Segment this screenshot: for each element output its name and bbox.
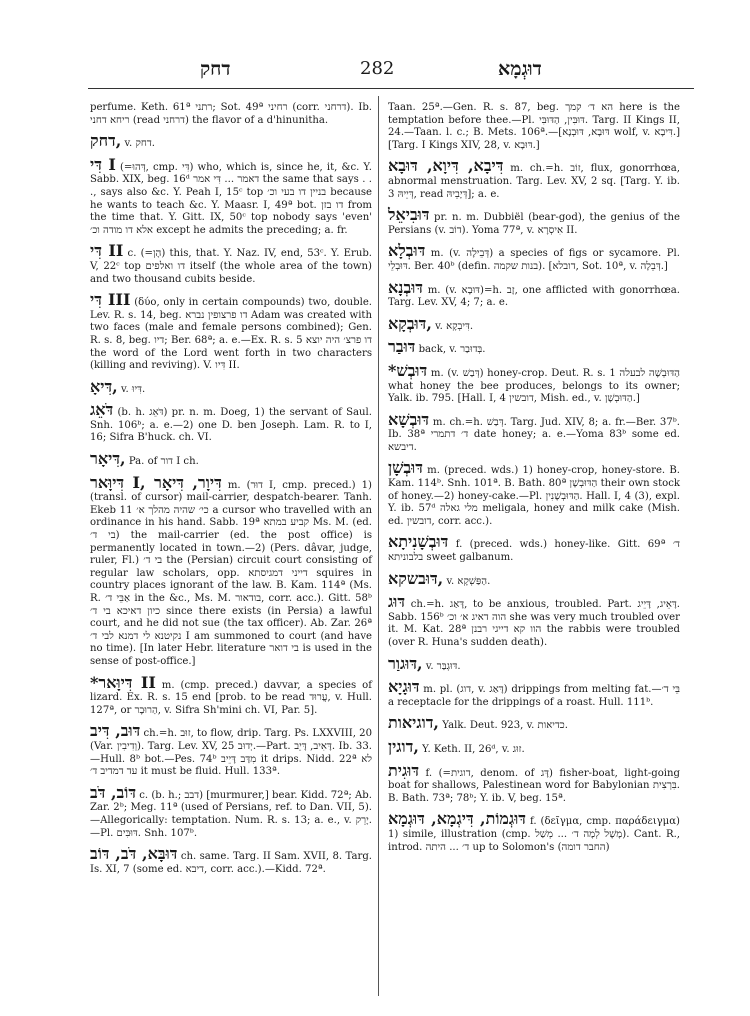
entry [388, 738, 680, 757]
headword: דּוּבְשָׁן [388, 458, 423, 478]
entry [388, 279, 680, 310]
headword: דֹּאֵג [90, 400, 114, 420]
definition: back, v. בְּדוּבַר. [418, 344, 486, 356]
page-number: 282 [360, 58, 395, 79]
entry [388, 570, 680, 589]
definition: m. (v. דְּבַשׁ) honey-crop. Deut. R. s. 1 הַדּוּבְשָׁה לבעלה what honey the bee produces, belongs to its owner; Yalk. ib. 795. [Hall. I, 4 דובשין, Mish. ed., v. הַדּוּבְשָׁן.] [388, 367, 680, 405]
definition: c. (=הָן) this, that. Y. Naz. IV, end, 53ᶜ. Y. Erub. V, 22ᶜ top דו ואלפים itself (the whole area of the town) and two thousand cubits beside. [90, 248, 372, 285]
headword: *דּוּבְשׁ [388, 360, 428, 380]
definition: m. pl. (דוג, v. דָּאַג) drippings from melting fat.—בֵּי ד׳ a receptacle for the drippings of a roast. Hull. 111ᵇ. [388, 684, 680, 708]
definition: m. (v. דְּבֵילָה) a species of figs or sycamore. Pl. דּוּבְלֵי. Ber. 40ᵇ (defin. בנות שקמה). [דובלא, Sot. 10ª, v. דְּבֵלָה.] [388, 248, 680, 272]
definition: v. דִּיוּ. [120, 383, 146, 395]
entry [388, 678, 680, 709]
entry [388, 362, 680, 406]
headword: דִּי II [90, 241, 124, 261]
definition: m. ch.=h. זוֹב, flux, gonorrhœa, abnormal menstruation. Targ. Lev. XV, 2 sq. [Targ. Y. ib. 3 דְּיֵיהּ, read דְּיָבֵיהּ]; a. e. [388, 163, 681, 200]
definition: (δύο, only in certain compounds) two, double. Lev. R. s. 14, beg. דו פרצופין נברא Adam was created with two faces (male and female persons combined); Gen. R. s. 8, beg. דיו; Ber. 68ª; a. e.—Ex. R. s. 5 דו פרצ׳ היה יוצא the word of the Lord went forth in two characters (killing and reviving). V. דִּיו II. [90, 297, 372, 372]
definition: v. דחק. [124, 138, 155, 150]
entry [90, 845, 372, 876]
headword: דּוּבַר [388, 337, 416, 357]
entry [388, 459, 680, 528]
entry [90, 96, 372, 127]
headword: דִּי III [90, 290, 131, 310]
definition: m. ch.=h. דְּבַשׁ. Targ. Jud. XIV, 8; a. fr.—Ber. 37ᵇ. Ib. 38ª ד׳ דתמרי date honey; a. e.—Yoma 83ᵇ some ed. דיבשא. [388, 416, 681, 453]
definition: Yalk. Deut. 923, v. כדיאות. [442, 720, 568, 732]
entry [90, 784, 372, 840]
headword: דּוּבִיאֵל [388, 205, 430, 225]
right-column [388, 96, 680, 859]
headword: דּוֹב, דֹּב [90, 782, 137, 802]
headword: דּוּבְשָׁנִיתָא [388, 532, 449, 552]
headword: דִּיאָ, [90, 376, 118, 396]
entry [90, 674, 372, 718]
headword: דִּיוָּאר I, דִּיוָר, דִּיאָר [90, 472, 222, 492]
definition: v. דִּיבְקָא. [435, 320, 474, 332]
entry [90, 242, 372, 286]
definition: f. (preced. wds.) honey-like. Gitt. 69ª ד׳ בלבוניתא sweet galbanum. [388, 539, 680, 564]
entry [90, 132, 372, 151]
definition: ch. same. Targ. II Sam. XVII, 8. Targ. Is. XI, 7 (some ed. דיבא, corr. acc.).—Kidd. 72ª. [90, 851, 372, 875]
running-header [0, 58, 750, 86]
definition: (b. h. דֹּאֵג) pr. n. m. Doeg, 1) the servant of Saul. Snh. 106ᵇ; a. e.—2) one D. ben Joseph. Lam. R. to I, 16; Sifra B'huck. ch. VI. [90, 407, 372, 444]
headword: דּוּגוַר, [388, 653, 423, 673]
headword: דִּיבָא, דִּיוָא, דּוּבָא [388, 156, 504, 176]
headword: *דִּיוָּאר II [90, 672, 156, 692]
definition: Taan. 25ª.—Gen. R. s. 87, beg. הא ד׳ קמך here is the temptation before thee.—Pl. דּוּבִּין, הַדּוּבִּי. Targ. II Kings II, 24.—Taan. l. c.; B. Mets. 106ª.—[דּוּבָא, דּוּבְנָא wolf, v. דִּיבָא.] [Targ. I Kings XIV, 28, v. דּוּבָא.] [388, 102, 681, 151]
entry [90, 401, 372, 445]
definition: m. (דוּר I, cmp. preced.) 1) (transl. of cursor) mail-carrier, despatch-bearer. Tanh. Ekeb 11 כי׳ שהיה מהלך א׳ a cursor who travelled with an ordinance in his hand. Sabb. 19ª קביע במתא Ms. M. (ed. בי ד׳) the mail-carrier (ed. the post office) is permanently located in town.—2) (Pers. dâvar, judge, ruler, Fl.) בי ד׳ the (Persian) circuit court consisting of regular law scholars, opp. דייני דמגיסתא squires in country places ignorant of the law. B. Kam. 114ª (Ms. R. אַבֵּי ד׳ in the &c., Ms. M. בודאור, corr. acc.). Gitt. 58ᵇ כיון דאיכא בי ד׳ since there exists (in Persia) a lawful court, and he did not sue (the tax officer). Ab. Zar. 26ª נקיטנא לי דמנא לבי ד׳ I am summoned to court (and have no time). [In later Hebr. literature בי דואר is used in the sense of post-office.] [90, 479, 373, 667]
headword: דִּי I [90, 154, 116, 174]
entry [388, 315, 680, 334]
entry [388, 338, 680, 357]
definition: v. הַפַּשְׁקָא. [446, 575, 491, 587]
headword: דּוּבְשָׁא [388, 409, 430, 429]
entry [388, 242, 680, 273]
entry [388, 533, 680, 564]
entry [90, 291, 372, 373]
headword: דחק, [90, 131, 122, 151]
definition: m. (preced. wds.) 1) honey-crop, honey-store. B. Kam. 114ᵇ. Snh. 101ª. B. Bath. 80ª הַדּוּבְשָׁן their own stock of honey.—2) honey-cake.—Pl. הַדּוּבְשָׁנִין. Hall. I, 4 (3), expl. Y. ib. 57ᵈ מלי גאלה meligala, honey and milk cake (Mish. ed. דובשין, corr. acc.). [388, 465, 680, 527]
headword: דּוּבשקא, [388, 568, 444, 588]
entry [90, 474, 372, 669]
entry [90, 156, 372, 238]
definition: Y. Keth. II, 26ᵈ, v. זוּג. [422, 743, 525, 755]
definition: m. (cmp. preced.) davvar, a species of lizard. Ex. R. s. 15 end [prob. to be read עֲרוּד, v. Hull. 127ª, or הַרוּבָר, v. Sifra Sh'mini ch. VI, Par. 5]. [90, 679, 372, 716]
headword: דּוּבְנָא [388, 277, 423, 297]
definition: f. (=דוגית, denom. of דָּג) fisher-boat, light-going boat for shallows, Palestinean word for Babylonian בִּרְצִית. B. Bath. 73ª; 78ᵇ; Y. ib. V, beg. 15ª. [388, 767, 680, 804]
headword: דּוּבָּא, דֹּב, דּוֹב [90, 844, 178, 864]
entry [90, 378, 372, 397]
definition: pr. n. m. Dubbiël (bear-god), the genius of the Persians (v. דוֹב). Yoma 77ª, v. אִיסְרָא II. [388, 212, 680, 236]
definition: ch.=h. דָּאַג, to be anxious, troubled. Part. דָּאֵיג, דָּיֵיג. Sabb. 156ᵇ הוה דאיג א׳ וכ׳ she was very much troubled over it. M. Kat. 28ª הוו קא דייגי רבנן the rabbis were troubled (over R. Huna's sudden death). [388, 599, 680, 648]
headword: דּוּגִית [388, 760, 420, 780]
entry [388, 655, 680, 674]
definition: Pa. of דור I ch. [128, 456, 199, 468]
headword: דּוּב, דִּיב [90, 721, 141, 741]
column-divider [378, 96, 379, 996]
entry [388, 157, 680, 201]
definition: m. (v. דּוּבָא)=h. זָב, one afflicted with gonorrhœa. Targ. Lev. XV, 4; 7; a. e. [388, 284, 680, 309]
entry [388, 593, 680, 649]
definition: (=דְּהוּ, cmp. דִּי) who, which is, since he, it, &c. Y. Sabb. XIX, beg. 16ᵈ דאמר ... דִּי אמר the same that says . . ., says also &c. Y. Peah I, 15ᶜ top בניין דו בעי וכ׳ because he wants to teach &c. Y. Maasr. I, 49ª bot. דו בזן from the time that. Y. Gitt. IX, 50ᶜ top nobody says 'even' אלא דו מודה וכ׳ except he admits the preceding; a. fr. [90, 161, 373, 236]
headword: דִּיאָר, [90, 449, 126, 469]
definition: ch.=h. זוּב, to flow, drip. Targ. Ps. LXXVIII, 20 (Var. וְדִיבִין). Targ. Lev. XV, 25 יְדוּב.—Part. דָּאִיב, דָּיֵב. Ib. 33.—Hull. 8ᵇ bot.—Pes. 74ᵇ מִדַּב דָּיֵיב it drips. Nidd. 22ª לא עד דמדיב ד׳ it must be fluid. Hull. 133ª. [90, 728, 372, 778]
definition: v. דּוּגְבַּר. [425, 660, 461, 672]
entry [388, 206, 680, 237]
header-left-title: דחק [200, 58, 231, 80]
entry [388, 96, 680, 152]
headword: דּוּגָיָא [388, 677, 420, 697]
left-column [90, 96, 372, 881]
entry [388, 810, 680, 854]
entry [388, 762, 680, 806]
header-right-title: דוּגְמָא [498, 58, 542, 80]
entry [388, 714, 680, 733]
entry [90, 450, 372, 469]
definition: perfume. Keth. 61ª רתני; Sot. 49ª רחיני (corr. דרחני). Ib. ריחא דחני (read דרחני) the flavor of a d'hinunitha. [90, 102, 373, 126]
header-rule [88, 88, 694, 89]
headword: דוגין, [388, 736, 419, 756]
headword: דּוּגְמוֹת, דִּיגְמָא, דּוּגְמָא [388, 809, 526, 829]
headword: דוגיאות, [388, 713, 439, 733]
headword: דּוּבְלָא [388, 241, 426, 261]
headword: דּוּג [388, 592, 406, 612]
entry [90, 722, 372, 778]
definition: f. (δεῖγμα, cmp. παράδειγμα) 1) simile, illustration (cmp. מָשָׁל לְמָה ד׳ ... מְשַׁל). Cant. R., introd. ד׳ ... היתה up to Solomon's (החבר דומה) [388, 816, 680, 853]
headword: דּוּבְקָא, [388, 313, 432, 333]
definition: c. (b. h.; דבב) [murmurer,] bear. Kidd. 72ª; Ab. Zar. 2ᵇ; Meg. 11ª (used of Persians, ref. to Dan. VII, 5).—Allegorically: temptation. Num. R. s. 13; a. e., v. יָרֵק.—Pl. דּוּבִּים. Snh. 107ᵇ. [90, 789, 372, 839]
entry [388, 411, 680, 455]
